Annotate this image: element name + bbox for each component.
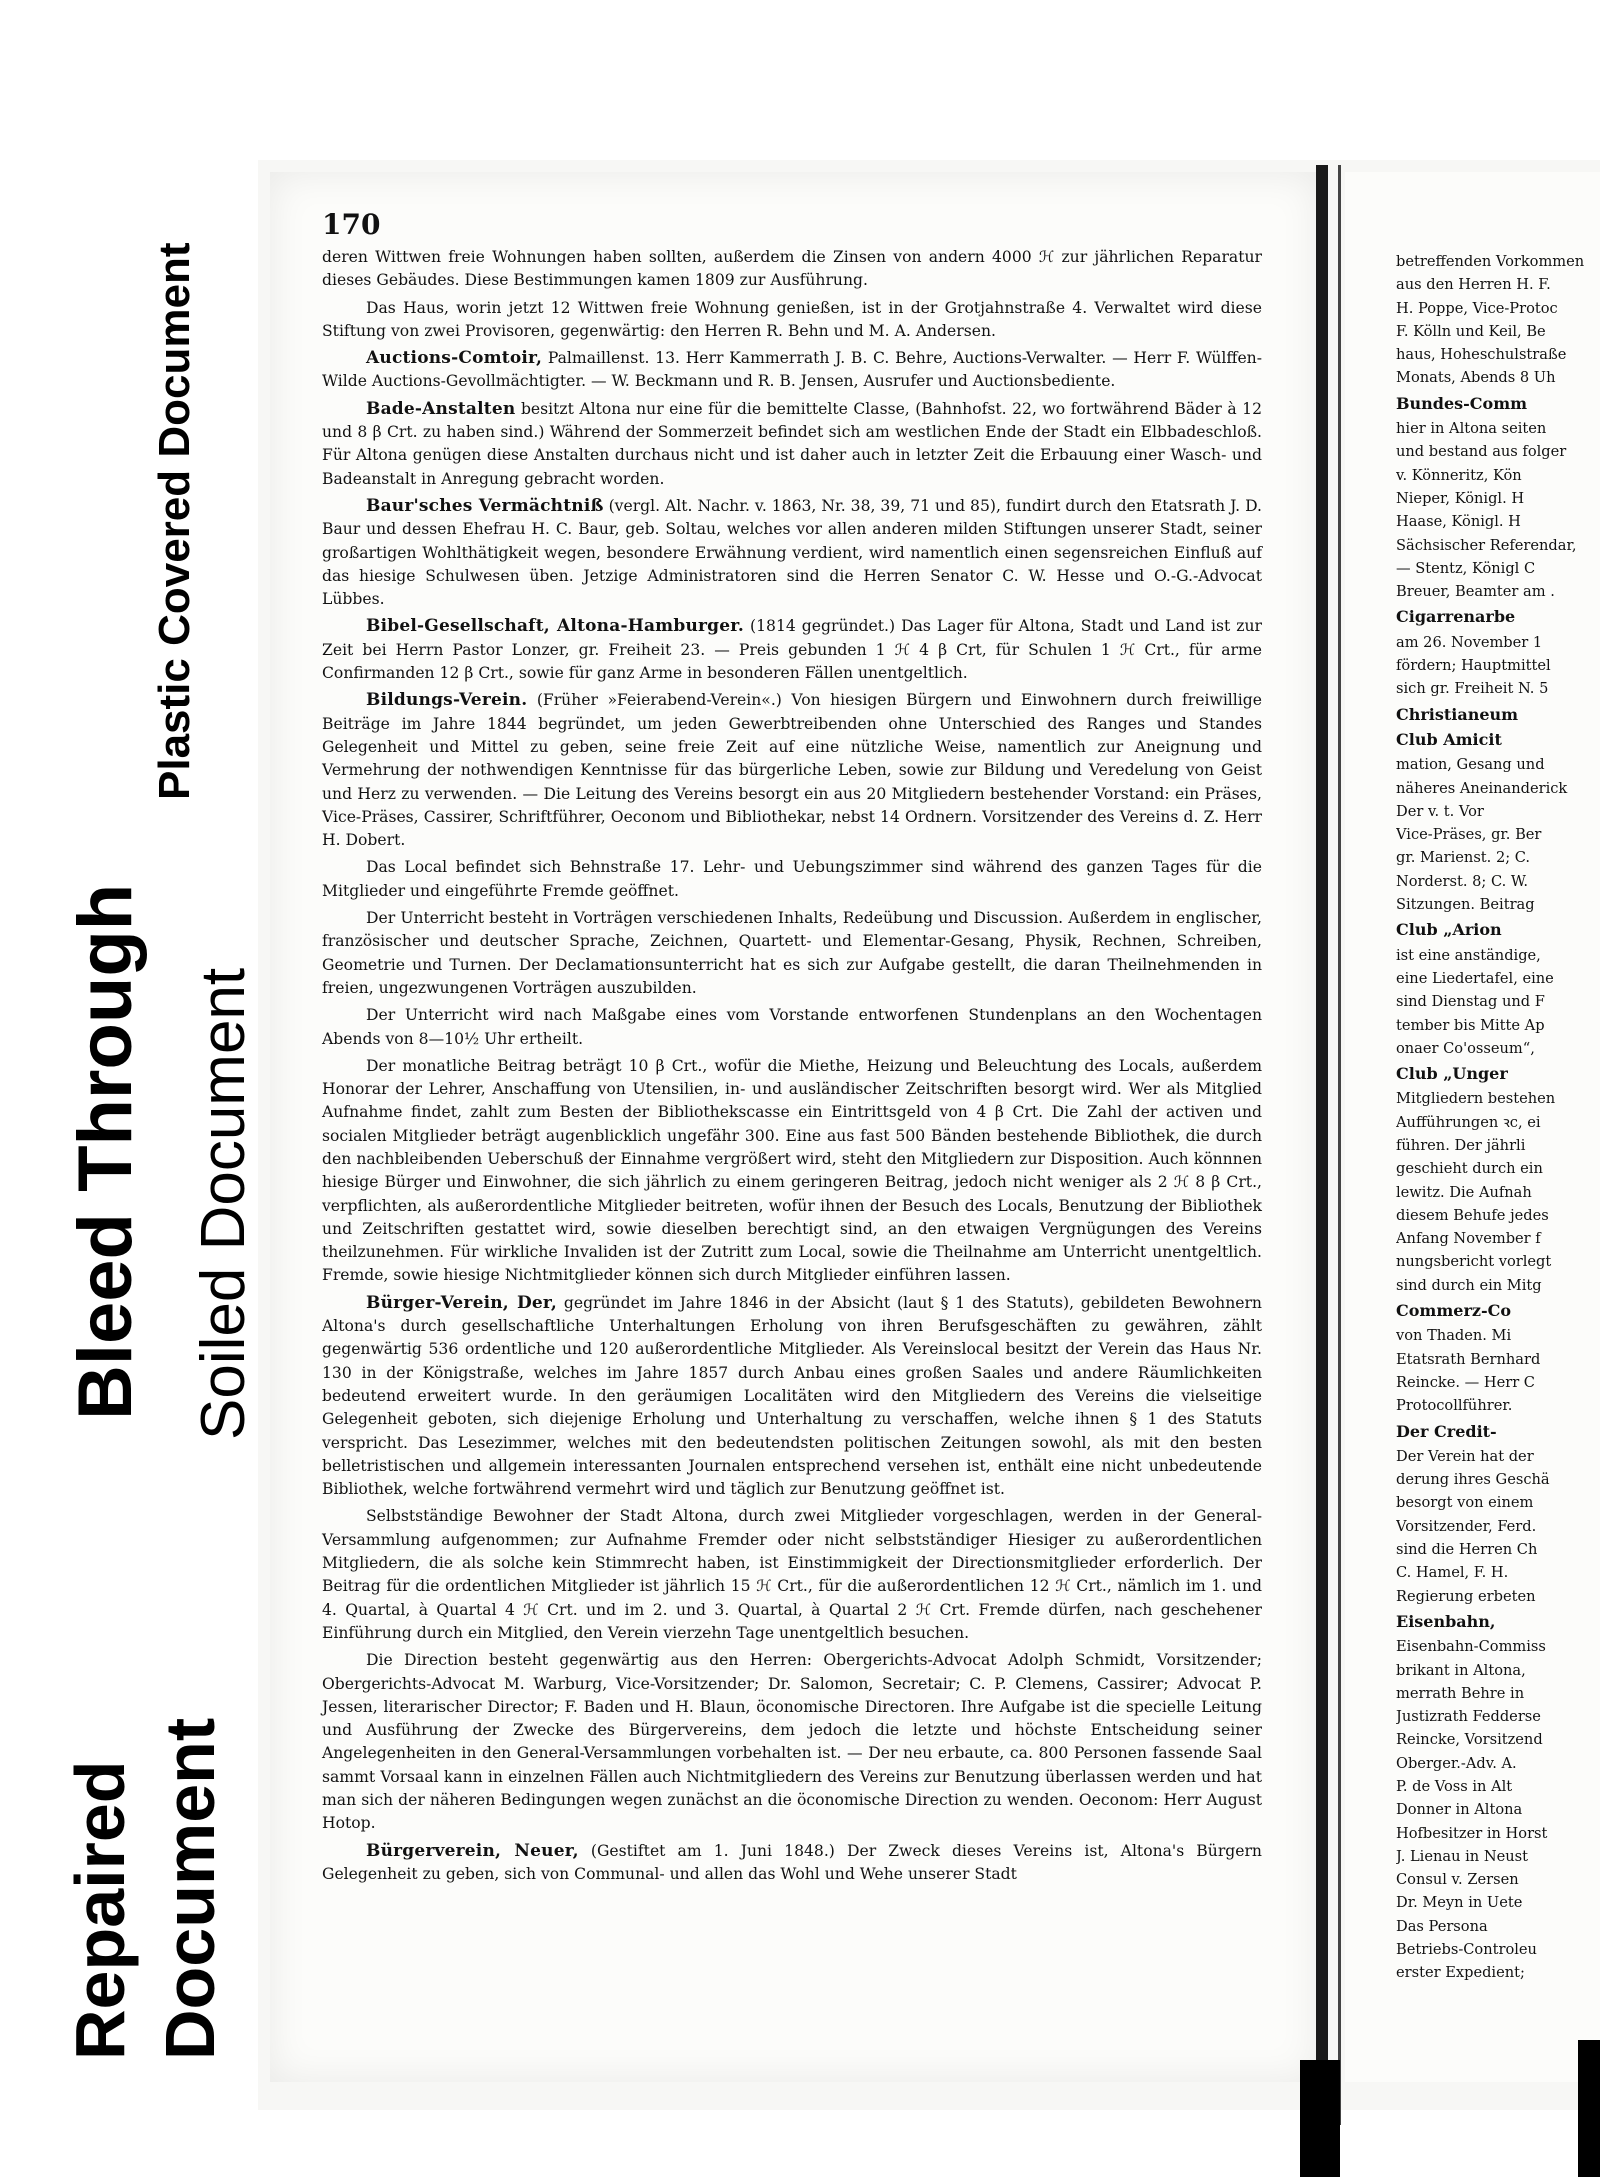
paragraph-text: Das Local befindet sich Behnstraße 17. Lehr- und Uebungszimmer sind während des ganzen Tages für die Mitglieder und eingeführte Fremde geöffnet. [322,858,1262,900]
right-page-line: tember bis Mitte Ap [1396,1016,1545,1034]
entry-heading: Bildungs-Verein. [366,690,528,711]
right-page-line: Etatsrath Bernhard [1396,1350,1541,1368]
right-page-line: P. de Voss in Alt [1396,1778,1513,1795]
right-page-line: näheres Aneinanderick [1396,779,1568,797]
right-page-line: mation, Gesang und [1396,756,1545,774]
right-page-line: Reincke. — Herr C [1396,1373,1535,1391]
right-page-line: Der v. t. Vor [1396,802,1484,820]
right-page-line: Christianeum [1396,704,1519,724]
right-page-line: Eisenbahn-Commiss [1396,1638,1546,1656]
scan-shadow-corner [1578,2040,1600,2177]
right-page-line: aus den Herren H. F. [1396,276,1551,294]
paragraph-text: Palmaillenst. 13. Herr Kammerrath J. B. C. Behre, Auctions-Verwalter. — Herr F. Wülffen-Wilde Auctions-Gevollmächtigter. — W. Beckmann und R. B. Jensen, Ausrufer und Auctionsbediente. [322,349,1262,391]
right-page-line: am 26. November 1 [1396,633,1543,651]
right-page-line: sich gr. Freiheit N. 5 [1396,680,1549,698]
right-page-line: Consul v. Zersen [1396,1871,1519,1889]
right-page-line: Breuer, Beamter am . [1396,583,1555,601]
right-page-line: nungsbericht vorlegt [1396,1253,1552,1271]
label-plastic-covered: Plastic Covered Document [150,242,199,800]
right-page-line: Regierung erbeten [1396,1587,1536,1605]
entry-heading: Bade-Anstalten [366,398,516,419]
right-page-line: erster Expedient; [1396,1964,1525,1982]
right-page-line: Club Amicit [1396,729,1502,749]
paragraph [322,246,1262,293]
paragraph-text: (Gestiftet am 1. Juni 1848.) Der Zweck dieses Vereins ist, Altona's Bürgern Gelegenheit zu geben, sich von Communal- und allen das Wohl und Wehe unserer Stadt [322,1841,1262,1883]
left-page-text [322,210,1262,1890]
right-page-line: Dr. Meyn in Uete [1396,1894,1523,1912]
paragraph-text: (vergl. Alt. Nachr. v. 1863, Nr. 38, 39, 71 und 85), fundirt durch den Etatsrath J. D. Baur und dessen Ehefrau H. C. Baur, geb. Soltau, welches vor allen anderen milden Stiftungen unserer Stadt, seiner großartigen Wohlthätigkeit wegen, besondere Erwähnung verdient, wird namentlich einen segensreichen Einfluß auf das hiesige Schulwesen üben. Jetzige Administratoren sind die Herren Senator C. W. Hesse und O.-G.-Advocat Lübbes. [322,496,1262,609]
entry-heading: Bürgerverein, Neuer, [366,1840,579,1861]
right-page-line: Bundes-Comm [1396,393,1528,413]
right-page-line: Sitzungen. Beitrag [1396,896,1535,914]
right-page-line: Aufführungen ꝛc, ei [1396,1113,1541,1131]
right-page-line: besorgt von einem [1396,1494,1534,1512]
right-page-line: onaer Co'osseum“, [1396,1039,1535,1057]
right-page-line: sind durch ein Mitg [1396,1276,1542,1294]
paragraph [322,297,1262,344]
right-page-line: Haase, Königl. H [1396,513,1521,531]
right-page-line: J. Lienau in Neust [1396,1847,1528,1865]
right-page-line: betreffenden Vorkommen [1396,253,1585,270]
right-page-line: Nieper, Königl. H [1396,489,1525,507]
paragraph [322,1505,1262,1645]
right-page-line: Der Verein hat der [1396,1447,1534,1465]
paragraph-text: gegründet im Jahre 1846 in der Absicht (laut § 1 des Statuts), gebildeten Bewohnern Altona's durch gesellschaftliche Unterhaltungen Erholung von ihren Berufsgeschäften zu gewähren, zählt gegenwärtig 536 ordentliche und 120 außerordentliche Mitglieder. Als Vereinslocal besitzt der Verein das Haus Nr. 130 in der Königstraße, welches im Jahre 1857 durch Anbau eines großen Saales und andere Räumlichkeiten bedeutend erweitert wurde. In den geräumigen Localitäten wird den Mitgliedern des Vereins die vielseitige Gelegenheit geboten, sich diejenige Erholung und Unterhaltung zu verschaffen, welche ihnen § 1 des Statuts verspricht. Das Lesezimmer, welches mit den bedeutendsten politischen Zeitungen sowohl, als mit den besten belletristischen und allgemein interessanten Journalen entsprechend versehen ist, enthält eine nicht unbedeutende Bibliothek, welche fortwährend vermehrt wird und täglich zur Benutzung geöffnet ist. [322,1293,1262,1499]
book-gutter-edge [1338,165,1341,2125]
paragraph [322,1840,1262,1887]
right-page-line: merrath Behre in [1396,1684,1525,1702]
entry-heading: Bibel-Gesellschaft, Altona-Hamburger. [366,616,744,637]
paragraph-text: Das Haus, worin jetzt 12 Wittwen freie Wohnung genießen, ist in der Grotjahnstraße 4. Verwaltet wird diese Stiftung von zwei Provisoren, gegenwärtig: den Herren R. Behn und M. A. Andersen. [322,298,1262,340]
entry-heading: Baur'sches Vermächtniß [366,495,604,516]
right-page-line: — Stentz, Königl C [1396,559,1536,577]
right-page-line: F. Kölln und Keil, Be [1396,322,1546,340]
paragraph-text: besitzt Altona nur eine für die bemittelte Classe, (Bahnhofst. 22, wo fortwährend Bäder à 12 und 8 β Crt. zu haben sind.) Während der Sommerzeit befindet sich am westlichen Ende der Stadt ein Elbbadeschloß. Für Altona genügen diese Anstalten durchaus nicht und ist daher auch in letzter Zeit die Erbauung einer Wasch- und Badeanstalt in Anregung gebracht worden. [322,399,1262,488]
right-page-line: Reincke, Vorsitzend [1396,1731,1543,1749]
right-page-line: Club „Unger [1396,1064,1508,1084]
right-page-line: Vice-Präses, gr. Ber [1396,826,1542,844]
right-page-line: Norderst. 8; C. W. [1396,872,1528,890]
right-page-line: gr. Marienst. 2; C. [1396,849,1531,867]
paragraph-text: (Früher »Feierabend-Verein«.) Von hiesigen Bürgern und Einwohnern durch freiwillige Beiträge im Jahre 1844 begründet, um jeden Gewerbtreibenden ohne Unterschied des Ranges und Standes Gelegenheit und Mittel zu geben, seine freie Zeit auf eine nützliche Weise, namentlich zur Aneignung und Vermehrung der nothwendigen Kenntnisse für das bürgerliche Leben, sowie zur Bildung und Veredelung von Geist und Herz zu verwenden. — Die Leitung des Vereins besorgt ein aus 20 Mitgliedern bestehender Vorstand: ein Präses, Vice-Präses, Cassirer, Schriftführer, Oeconom und Bibliothekar, nebst 14 Ordnern. Vorsitzender des Vereins d. Z. Herr H. Dobert. [322,691,1262,850]
right-page-line: Donner in Altona [1396,1801,1523,1819]
right-page-line: ist eine anständige, [1396,946,1541,964]
paragraph [322,907,1262,1000]
right-page-line: geschieht durch ein [1396,1160,1543,1178]
right-page-line: Sächsischer Referendar, [1396,536,1577,554]
entry-heading: Bürger-Verein, Der, [366,1292,557,1313]
right-page-line: Betriebs-Controleu [1396,1941,1537,1959]
book-gutter [1316,165,1328,2125]
paragraph-text: Die Direction besteht gegenwärtig aus den Herren: Obergerichts-Advocat Adolph Schmidt, Vorsitzender; Obergerichts-Advocat M. Warburg, Vice-Vorsitzender; Dr. Salomon, Secretair; C. P. Clemens, Cassirer; Advocat P. Jessen, literarischer Director; F. Baden und H. Blaun, öconomische Directoren. Ihre Aufgabe ist die specielle Leitung und Ausführung der Zwecke des Bürgervereins, dem jedoch die letzte und höchste Entscheidung seiner Angelegenheiten in den General-Versammlungen vorbehalten ist. — Der neu erbaute, ca. 800 Personen fassende Saal sammt Vorsaal kann in einzelnen Fällen auch Nichtmitgliedern des Vereins zur Benutzung überlassen werden und hat man sich der näheren Bedingungen wegen zunächst an die öconomische Direction zu wenden. Oeconom: Herr August Hotop. [322,1651,1262,1833]
side-labels [0,0,258,2177]
right-page-line: führen. Der jährli [1396,1136,1526,1154]
right-page-line: Protocollführer. [1396,1397,1513,1415]
entry-heading: Auctions-Comtoir, [366,348,543,369]
right-page-line: Mitgliedern bestehen [1396,1090,1556,1108]
paragraph-text: Der Unterricht besteht in Vorträgen verschiedenen Inhalts, Redeübung und Discussion. Außerdem in englischer, französischer und deutscher Sprache, Zeichnen, Quartett- und Elementar-Gesang, Physik, Rechnen, Schreiben, Geometrie und Turnen. Der Declamationsunterricht hat es sich zur Aufgabe gestellt, die daran Theilnehmenden in freien, ungezwungenen Vorträgen auszubilden. [322,909,1262,997]
paragraph [322,856,1262,903]
right-page-line: Der Credit- [1396,1421,1497,1441]
paragraph-text: Der monatliche Beitrag beträgt 10 β Crt., wofür die Miethe, Heizung und Beleuchtung des Locals, außerdem Honorar der Lehrer, Anschaffung von Utensilien, in- und ausländischer Zeitschriften besorgt wird. Wer als Mitglied Aufnahme findet, zahlt zum Besten der Bibliothekscasse ein Eintrittsgeld von 4 β Crt. Die Zahl der activen und socialen Mitglieder beträgt augenblicklich ungefähr 300. Eine aus fast 500 Bänden bestehende Bibliothek, die durch den nachbleibenden Ueberschuß der Einnahme vergrößert wird, steht den Mitgliedern zur Disposition. Auch könnnen hiesige Bürger und Einwohner, die sich jährlich zu einem geringeren Beitrag, jedoch nicht weniger als 2 ℋ 8 β Crt., verpflichten, als außerordentliche Mitglieder beitreten, wofür ihnen der Besuch des Locals, Benutzung der Bibliothek und Zeitschriften gestattet wird, sowie dieselben berechtigt sind, an den etwaigen Vergnügungen des Vereins theilzunehmen. Für wirkliche Invaliden ist der Zutritt zum Local, sowie die Theilnahme am Unterricht unentgeltlich. Fremde, sowie hiesige Nichtmitglieder können sich durch Mitglieder einführen lassen. [322,1056,1262,1285]
label-soiled-document: Soiled Document [189,967,258,1440]
right-page-line: eine Liedertafel, eine [1396,969,1554,987]
right-page-line: diesem Behufe jedes [1396,1206,1549,1224]
paragraph [322,1004,1262,1051]
right-page-line: C. Hamel, F. H. [1396,1564,1509,1582]
paragraph [322,1649,1262,1835]
right-page-line: v. Könneritz, Kön [1396,466,1522,484]
page-number: 170 [322,208,381,241]
paragraph [322,398,1262,491]
right-page-line: sind die Herren Ch [1396,1541,1538,1559]
right-page-line: Anfang November f [1396,1230,1541,1248]
paragraph [322,1292,1262,1502]
right-page-line: Commerz-Co [1396,1301,1512,1321]
right-page-line: sind Dienstag und F [1396,993,1545,1011]
right-page-line: Club „Arion [1396,920,1502,940]
right-page-line: derung ihres Geschä [1396,1471,1550,1489]
paragraph-list [322,246,1262,1886]
scan-shadow-bottom [1300,2060,1340,2177]
label-repaired-document: Document [151,1717,229,2060]
right-page-line: Eisenbahn, [1396,1611,1496,1631]
paragraph [322,1055,1262,1288]
right-page-line: Oberger.-Adv. A. [1396,1754,1517,1772]
paragraph-text: Der Unterricht wird nach Maßgabe eines vom Vorstande entworfenen Stundenplans an den Wochentagen Abends von 8—10½ Uhr ertheilt. [322,1006,1262,1048]
paragraph-text: deren Wittwen freie Wohnungen haben sollten, außerdem die Zinsen von andern 4000 ℋ zur jährlichen Reparatur dieses Gebäudes. Diese Bestimmungen kamen 1809 zur Ausführung. [322,248,1262,290]
right-page-line: Cigarrenarbe [1396,607,1516,627]
paragraph-text: Selbstständige Bewohner der Stadt Altona, durch zwei Mitglieder vorgeschlagen, werden in der General-Versammlung aufgenommen; zur Aufnahme Fremder oder nicht selbstständiger Hiesiger zu außerordentlichen Mitgliedern, die als solche kein Stimmrecht haben, ist Einstimmigkeit der Directionsmitglieder erforderlich. Der Beitrag für die ordentlichen Mitglieder ist jährlich 15 ℋ Crt., für die außerordentlichen 12 ℋ Crt., nämlich im 1. und 4. Quartal, à Quartal 4 ℋ Crt. und im 2. und 3. Quartal, à Quartal 2 ℋ Crt. Fremde dürfen, nach geschehener Einführung durch ein Mitglied, den Verein vierzehn Tage unentgeltlich besuchen. [322,1507,1262,1642]
right-page-line: Das Persona [1396,1917,1488,1935]
right-page-line: und bestand aus folger [1396,443,1567,461]
paragraph [322,495,1262,611]
paragraph [322,689,1262,852]
right-page-line: brikant in Altona, [1396,1661,1526,1679]
right-page-line: Hofbesitzer in Horst [1396,1824,1548,1842]
right-page-text [1396,250,1600,1985]
right-page-line: lewitz. Die Aufnah [1396,1183,1532,1201]
right-page-line: H. Poppe, Vice-Protoc [1396,299,1558,317]
paragraph-text: (1814 gegründet.) Das Lager für Altona, Stadt und Land ist zur Zeit bei Herrn Pastor Lonzer, gr. Freiheit 23. — Preis gebunden 1 ℋ 4 β Crt, für Schulen 1 ℋ Crt., für arme Confirmanden 12 β Crt., sowie für ganz Arme in besonderen Fällen unentgeltlich. [322,617,1263,683]
right-page-line: Vorsitzender, Ferd. [1396,1517,1537,1535]
label-bleed-through: Bleed Through [63,883,148,1420]
right-page-line: hier in Altona seiten [1396,420,1547,438]
label-repaired: Repaired [61,1760,139,2060]
right-page-line: von Thaden. Mi [1396,1327,1512,1345]
right-page-line: Monats, Abends 8 Uh [1396,369,1556,387]
right-page-line: fördern; Hauptmittel [1396,657,1551,675]
paragraph [322,347,1262,394]
paragraph [322,615,1262,685]
right-page-line: haus, Hoheschulstraße [1396,346,1567,364]
right-page-line: Justizrath Fedderse [1396,1708,1541,1726]
